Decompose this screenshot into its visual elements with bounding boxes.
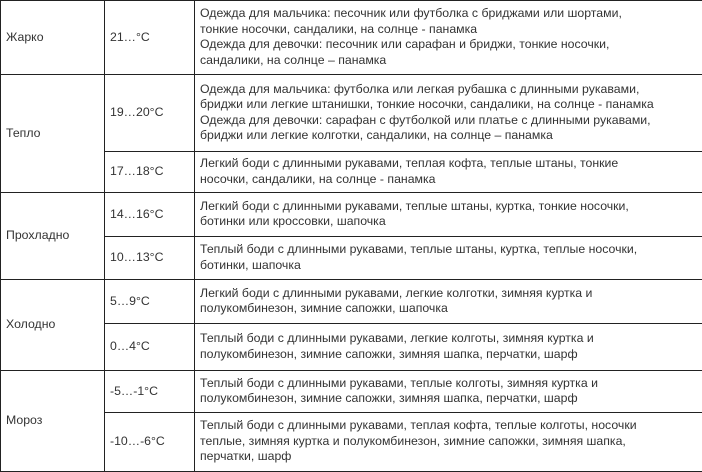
- clothes-line: полукомбинезон, зимние сапожки, зимняя шапка, перчатки, шарф: [200, 391, 697, 407]
- clothes-line: полукомбинезон, зимние сапожки, шапочка: [200, 301, 697, 317]
- condition-cell: Прохладно: [1, 193, 105, 280]
- clothes-line: бриджи или легкие колготки, сандалики, на солнце – панамка: [200, 128, 697, 144]
- table-row: [1, 75, 702, 152]
- table-row: [1, 152, 702, 193]
- temperature-cell: -5…-1°C: [105, 371, 195, 413]
- clothes-cell: [195, 237, 702, 280]
- temperature-cell: 5…9°C: [105, 280, 195, 324]
- clothes-cell: [195, 193, 702, 237]
- clothes-line: тонкие носочки, сандалики, на солнце - панамка: [200, 22, 697, 38]
- temperature-cell: 17…18°C: [105, 152, 195, 193]
- clothes-line: сандалики, на солнце – панамка: [200, 53, 697, 69]
- table-row: [1, 193, 702, 237]
- clothes-line: бриджи или легкие штанишки, тонкие носочки, сандалики, на солнце - панамка: [200, 97, 697, 113]
- temperature-cell: 21…°C: [105, 1, 195, 75]
- table-row: [1, 280, 702, 324]
- temperature-cell: 10…13°C: [105, 237, 195, 280]
- clothes-line: Теплый боди с длинными рукавами, теплые колготы, зимняя куртка и: [200, 376, 697, 392]
- clothes-line: Легкий боди с длинными рукавами, легкие колготки, зимняя куртка и: [200, 286, 697, 302]
- condition-cell: Тепло: [1, 75, 105, 193]
- clothes-line: перчатки, шарф: [200, 449, 697, 465]
- clothes-line: Легкий боди с длинными рукавами, теплая кофта, теплые штаны, тонкие: [200, 156, 697, 172]
- table-row: [1, 1, 702, 75]
- temperature-cell: -10…-6°C: [105, 413, 195, 472]
- clothes-line: Легкий боди с длинными рукавами, теплые штаны, куртка, тонкие носочки,: [200, 199, 697, 215]
- clothes-line: Одежда для девочки: песочник или сарафан и бриджи, тонкие носочки,: [200, 37, 697, 53]
- table-row: [1, 413, 702, 472]
- clothes-line: ботинки или кроссовки, шапочка: [200, 214, 697, 230]
- clothes-cell: [195, 371, 702, 413]
- clothes-line: Теплый боди с длинными рукавами, легкие колготы, зимняя куртка и: [200, 331, 697, 347]
- clothes-cell: [195, 1, 702, 75]
- condition-cell: Мороз: [1, 371, 105, 472]
- clothes-line: носочки, сандалики, на солнце - панамка: [200, 172, 697, 188]
- clothes-line: Одежда для мальчика: песочник или футболка с бриджами или шортами,: [200, 6, 697, 22]
- clothes-line: Одежда для девочки: сарафан с футболкой или платье с длинными рукавами,: [200, 113, 697, 129]
- table-row: [1, 371, 702, 413]
- clothes-cell: [195, 413, 702, 472]
- temperature-cell: 19…20°C: [105, 75, 195, 152]
- clothes-line: Одежда для мальчика: футболка или легкая рубашка с длинными рукавами,: [200, 82, 697, 98]
- clothes-cell: [195, 280, 702, 324]
- condition-cell: Жарко: [1, 1, 105, 75]
- table-row: [1, 324, 702, 371]
- clothes-cell: [195, 75, 702, 152]
- clothes-line: Теплый боди с длинными рукавами, теплая кофта, теплые колготы, носочки: [200, 418, 697, 434]
- temperature-cell: 0…4°C: [105, 324, 195, 371]
- clothes-cell: [195, 324, 702, 371]
- condition-cell: Холодно: [1, 280, 105, 371]
- clothes-line: полукомбинезон, зимние сапожки, зимняя шапка, перчатки, шарф: [200, 347, 697, 363]
- temperature-cell: 14…16°C: [105, 193, 195, 237]
- clothes-line: теплые, зимняя куртка и полукомбинезон, зимние сапожки, зимняя шапка,: [200, 434, 697, 450]
- clothes-cell: [195, 152, 702, 193]
- clothes-line: Теплый боди с длинными рукавами, теплые штаны, куртка, теплые носочки,: [200, 242, 697, 258]
- clothes-line: ботинки, шапочка: [200, 258, 697, 274]
- table-row: [1, 237, 702, 280]
